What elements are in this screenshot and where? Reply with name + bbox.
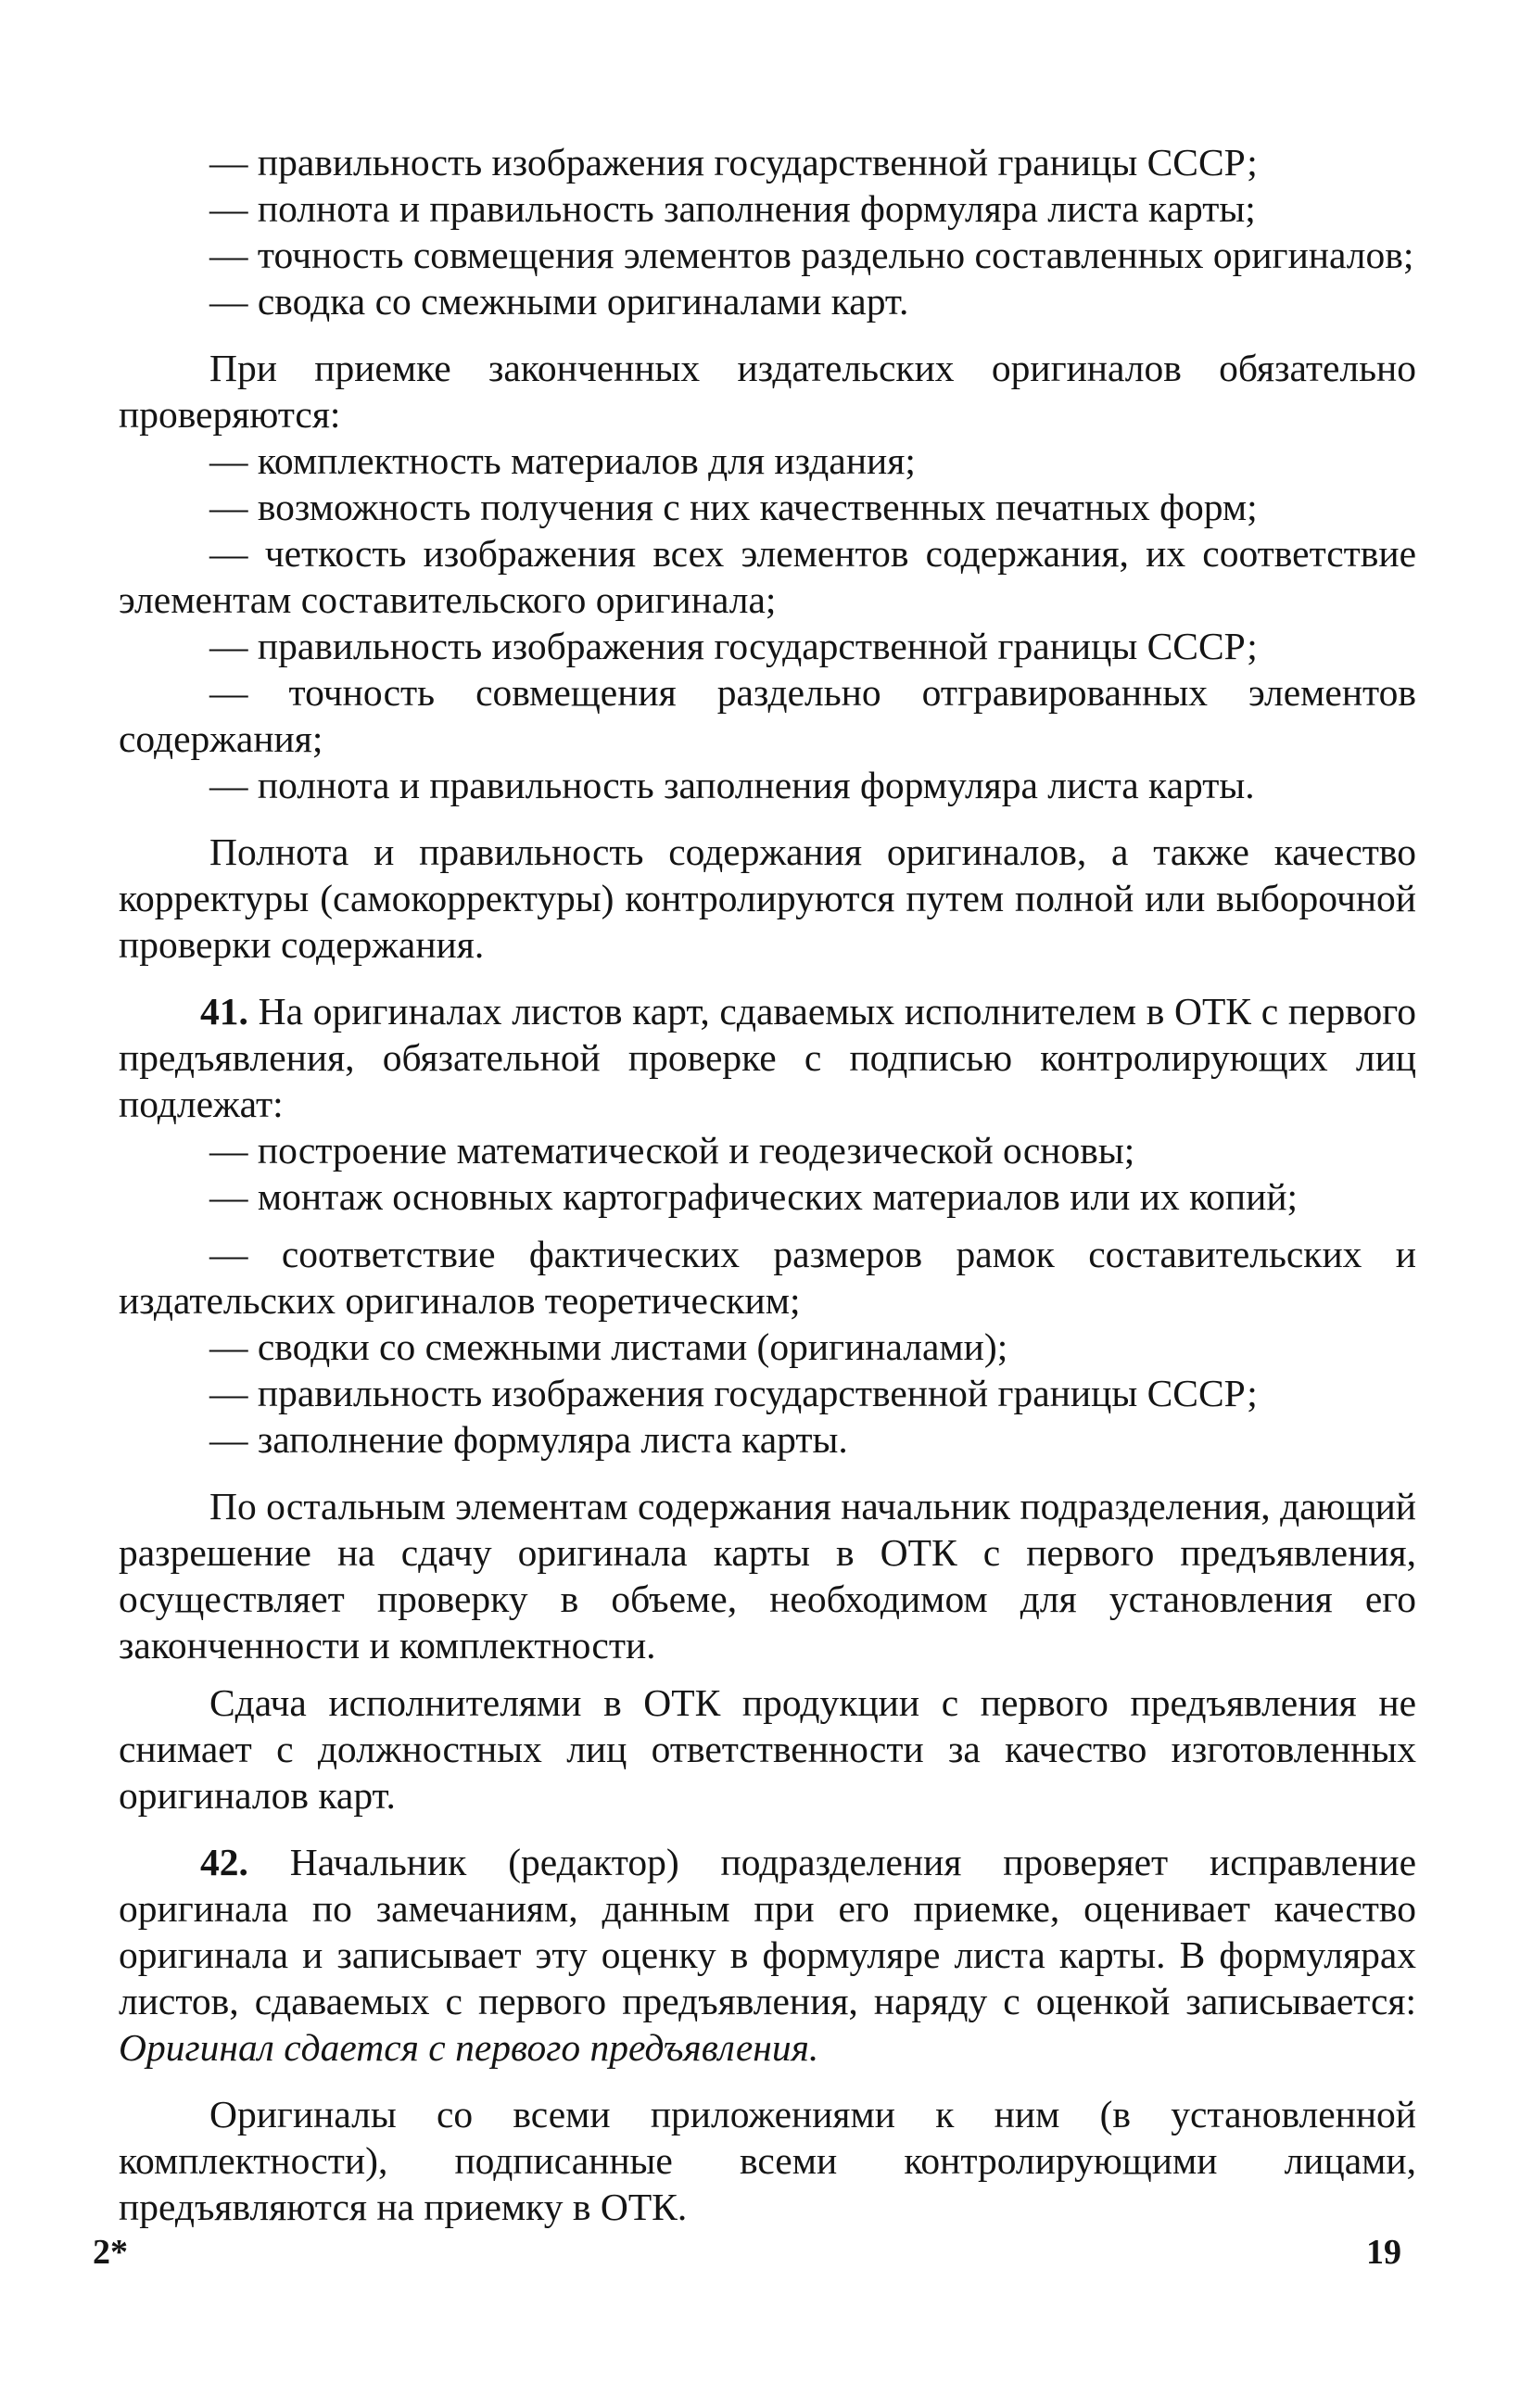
list-item: — сводка со смежными оригиналами карт. (209, 280, 909, 323)
list-item: — четкость изображения всех элементов содержания, их соответствие элементам составительского оригинала; (119, 532, 1416, 621)
list-item: — правильность изображения государственной границы СССР; (209, 1372, 1258, 1414)
paragraph-final: Оригиналы со всеми приложениями к ним (в установленной комплектности), подписанные всеми контролирующими лицами, предъявляются на приемку в ОТК. (119, 2093, 1416, 2228)
numbered-item-42 (119, 1839, 1416, 2071)
paragraph-other-elements: По остальным элементам содержания начальник подразделения, дающий разрешение на сдачу оригинала карты в ОТК с первого предъявления, осуществляет проверку в объеме, необходимом для установления его законченности и комплектности. (119, 1485, 1416, 1667)
item-text: Начальник (редактор) подразделения проверяет исправление оригинала по замечаниям, данным при его приемке, оценивает качество оригинала и записывает эту оценку в формуляре листа карты. В формулярах листов, сдаваемых с первого предъявления, наряду с оценкой записывается: (119, 1841, 1417, 2022)
list-item: — точность совмещения элементов раздельно составленных оригиналов; (209, 234, 1414, 276)
list-item: — соответствие фактических размеров рамок составительских и издательских оригиналов теоретическим; (119, 1233, 1416, 1322)
paragraph-intro-acceptance: При приемке законченных издательских оригиналов обязательно проверяются: (119, 347, 1416, 436)
list-item: — заполнение формуляра листа карты. (209, 1418, 848, 1461)
list-item: — правильность изображения государственной границы СССР; (209, 625, 1258, 667)
list-item: — правильность изображения государственной границы СССР; (209, 141, 1258, 184)
list-item: — комплектность материалов для издания; (209, 439, 916, 482)
list-item: — сводки со смежными листами (оригиналами); (209, 1325, 1008, 1368)
list-item: — построение математической и геодезической основы; (209, 1129, 1135, 1172)
signature-mark: 2* (93, 2233, 128, 2272)
page-body (119, 139, 1416, 2230)
page-number: 19 (1366, 2233, 1401, 2272)
paragraph-full-check: Полнота и правильность содержания оригиналов, а также качество корректуры (самокорректуры) контролируются путем полной или выборочной проверки содержания. (119, 830, 1416, 966)
list-item: — точность совмещения раздельно отгравированных элементов содержания; (119, 671, 1416, 760)
list-item: — монтаж основных картографических материалов или их копий; (209, 1175, 1299, 1218)
paragraph-responsibility: Сдача исполнителями в ОТК продукции с первого предъявления не снимает с должностных лиц ответственности за качество изготовленных оригиналов карт. (119, 1681, 1416, 1817)
numbered-item-41 (119, 988, 1416, 1127)
item-number: 42. (200, 1841, 248, 1883)
item-text: На оригиналах листов карт, сдаваемых исполнителем в ОТК с первого предъявления, обязательной проверке с подписью контролирующих лиц подлежат: (119, 990, 1416, 1125)
list-item: — полнота и правильность заполнения формуляра листа карты; (209, 187, 1256, 230)
item-number: 41. (200, 990, 248, 1033)
list-item: — возможность получения с них качественных печатных форм; (209, 486, 1258, 528)
item-italic-note: Оригинал сдается с первого предъявления. (119, 2026, 819, 2069)
list-item: — полнота и правильность заполнения формуляра листа карты. (209, 764, 1255, 806)
